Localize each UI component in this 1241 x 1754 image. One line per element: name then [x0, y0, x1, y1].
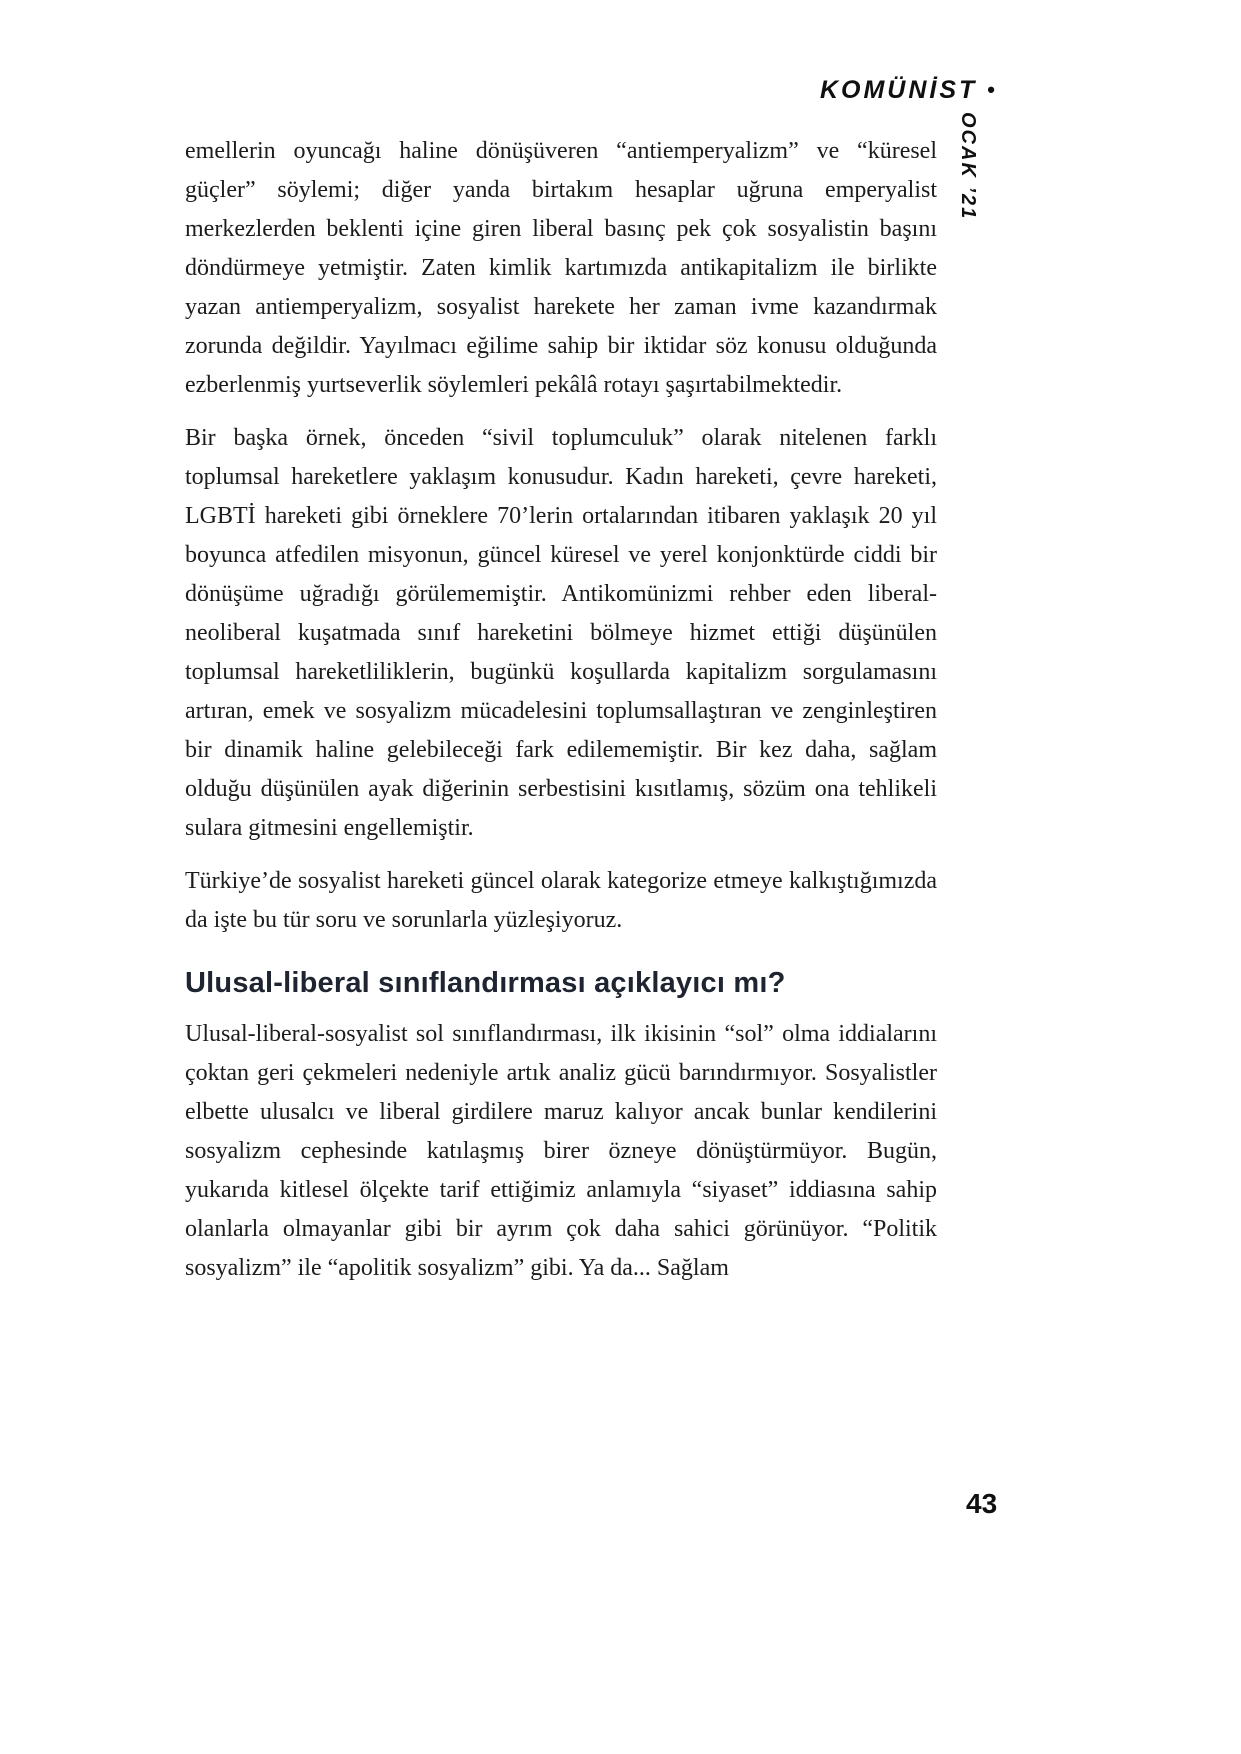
- masthead-bullet-icon: •: [987, 77, 995, 102]
- article-body: [185, 132, 937, 1302]
- magazine-title-text: KOMÜNİST: [819, 76, 978, 104]
- section-heading: Ulusal-liberal sınıflandırması açıklayıcı mı?: [185, 967, 786, 999]
- body-paragraph: Ulusal-liberal-sosyalist sol sınıflandırması, ilk ikisinin “sol” olma iddialarını çoktan geri çekmeleri nedeniyle artık analiz gücü barındırmıyor. Sosyalistler elbette ulusalcı ve liberal girdilere maruz kalıyor ancak bunlar kendilerini sosyalizm cephesinde katılaşmış birer özneye dönüştürmüyor. Bugün, yukarıda kitlesel ölçekte tarif ettiğimiz anlamıyla “siyaset” iddiasına sahip olanlarla olmayanlar gibi bir ayrım çok daha sahici görünüyor. “Politik sosyalizm” ile “apolitik sosyalizm” gibi. Ya da... Sağlam: [185, 1020, 937, 1281]
- body-paragraph: emellerin oyuncağı haline dönüşüveren “antiemperyalizm” ve “küresel güçler” söylemi; diğer yanda birtakım hesaplar uğruna emperyalist merkezlerden beklenti içine giren liberal basınç pek çok sosyalistin başını döndürmeye yetmiştir. Zaten kimlik kartımızda antikapitalizm ile birlikte yazan antiemperyalizm, sosyalist harekete her zaman ivme kazandırmak zorunda değildir. Yayılmacı eğilime sahip bir iktidar söz konusu olduğunda ezberlenmiş yurtseverlik söylemleri pekâlâ rotayı şaşırtabilmektedir.: [185, 138, 937, 398]
- body-paragraph: Türkiye’de sosyalist hareketi güncel olarak kategorize etmeye kalkıştığımızda da işte bu tür soru ve sorunlarla yüzleşiyoruz.: [185, 868, 937, 933]
- page-number: 43: [966, 1488, 998, 1519]
- body-paragraph: Bir başka örnek, önceden “sivil toplumculuk” olarak nitelenen farklı toplumsal hareketlere yaklaşım konusudur. Kadın hareketi, çevre hareketi, LGBTİ hareketi gibi örneklere 70’lerin ortalarından itibaren yaklaşık 20 yıl boyunca atfedilen misyonun, güncel küresel ve yerel konjonktürde ciddi bir dönüşüme uğradığı görülememiştir. Antikomünizmi rehber eden liberal-neoliberal kuşatmada sınıf hareketini bölmeye hizmet ettiği düşünülen toplumsal hareketliliklerin, bugünkü koşullarda kapitalizm sorgulamasını artıran, emek ve sosyalizm mücadelesini toplumsallaştıran ve zenginleştiren bir dinamik haline gelebileceği fark edilememiştir. Bir kez daha, sağlam olduğu düşünülen ayak diğerinin serbestisini kısıtlamış, sözüm ona tehlikeli sulara gitmesini engellemiştir.: [185, 425, 937, 841]
- issue-date-vertical: OCAK ’21: [957, 112, 979, 221]
- magazine-masthead: [820, 76, 995, 105]
